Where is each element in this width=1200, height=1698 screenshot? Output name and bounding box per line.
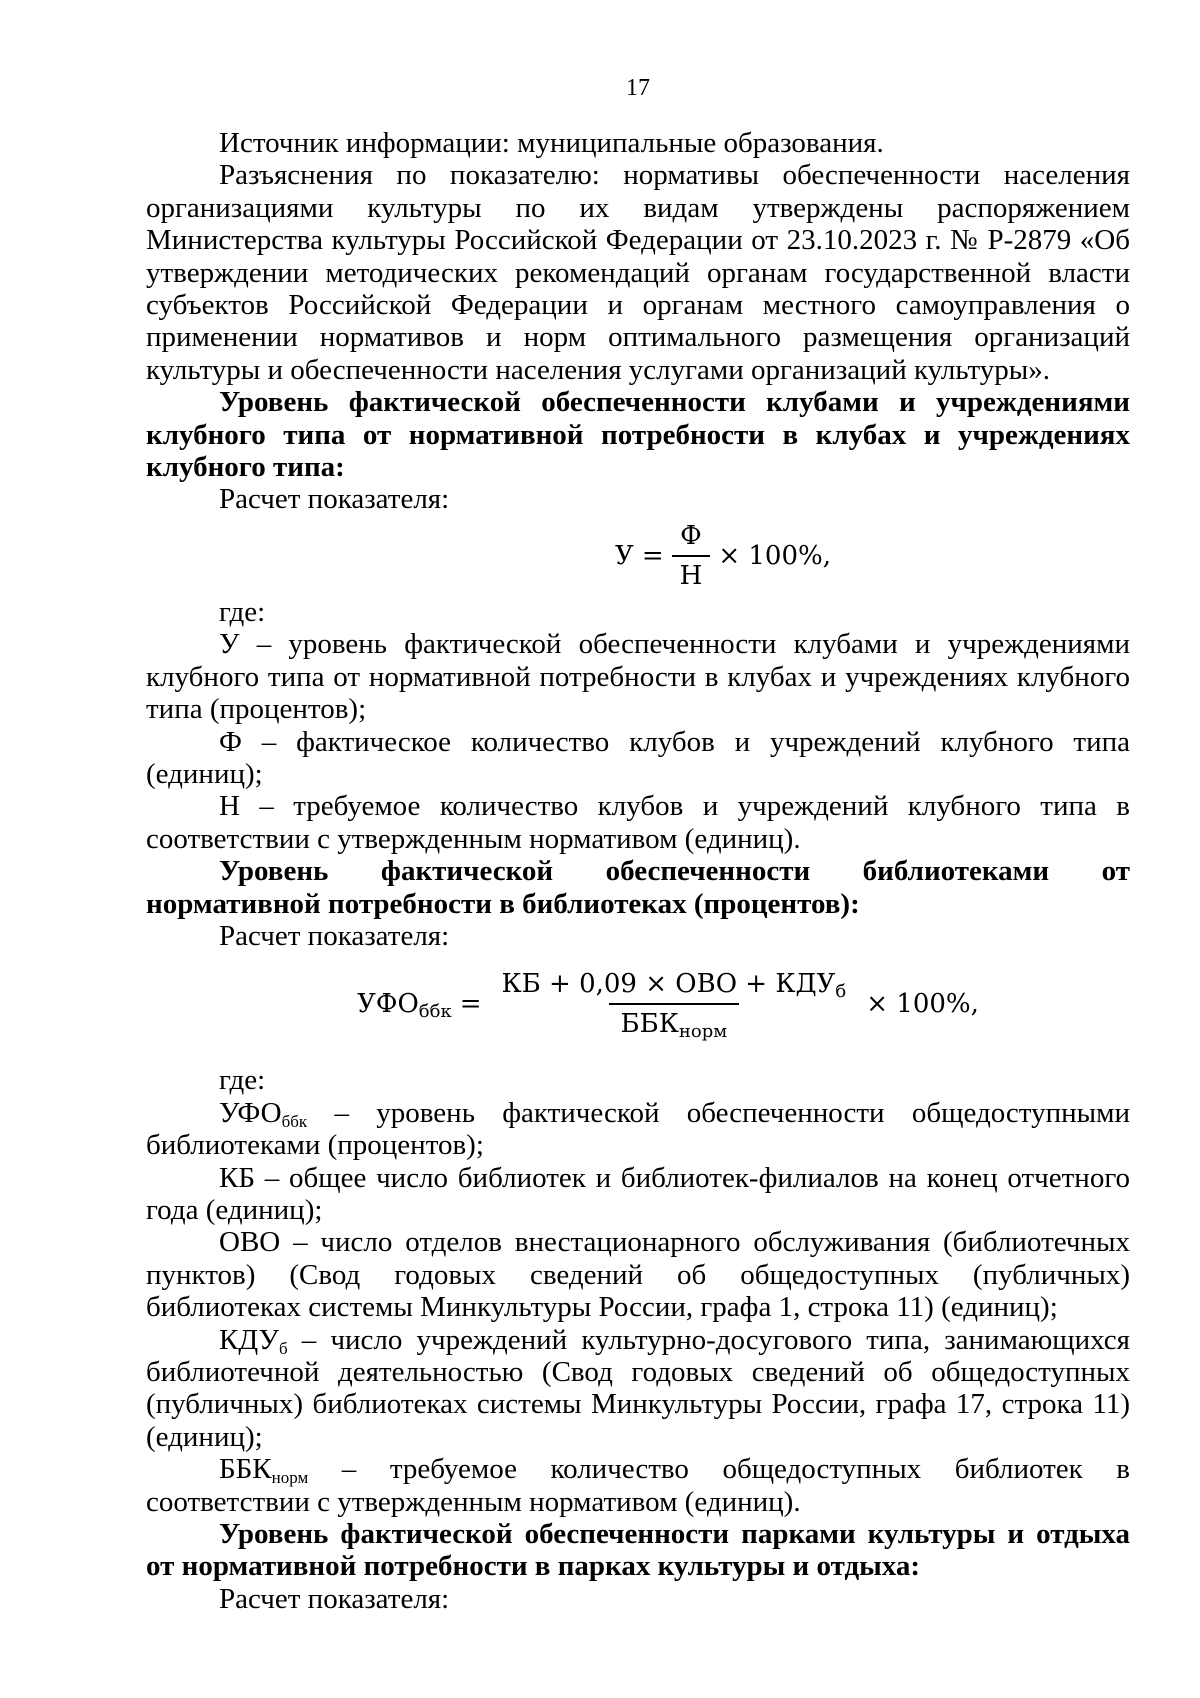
formula-numerator: КБ + 0,09 × ОВО + $КДУ_б$: [501, 969, 847, 1003]
document-body: [146, 127, 1130, 1615]
formula-denominator: Н: [672, 555, 711, 593]
calculation-label: Расчет показателя:: [219, 919, 450, 952]
formula-tail: × 100%,: [718, 540, 831, 571]
formula-denominator: $ББК_{норм}$: [609, 1003, 740, 1041]
page-number: 17: [626, 75, 650, 101]
formula-fraction: [672, 519, 711, 593]
formula-fraction: [490, 967, 859, 1041]
definition-n: Н – требуемое количество клубов и учреждений клубного типа в соответствии с утвержденным нормативом (единиц).: [146, 790, 1130, 855]
calculation-label: Расчет показателя:: [219, 1582, 450, 1615]
definition-kb: КБ – общее число библиотек и библиотек-филиалов на конец отчетного года (единиц);: [146, 1161, 1130, 1226]
calculation-label: Расчет показателя:: [219, 483, 450, 516]
formula-equals: =: [641, 540, 664, 571]
info-source-paragraph: Источник информации: муниципальные образования.: [219, 127, 884, 159]
where-label: где:: [219, 595, 266, 628]
definition-u: У – уровень фактической обеспеченности клубами и учреждениями клубного типа от нормативной потребности в клубах и учреждениях клубного типа (процентов);: [146, 628, 1130, 726]
formula-libraries: [146, 958, 1130, 1050]
formula-tail: × 100%,: [866, 989, 979, 1020]
definition-kdu: $КДУ_б$ – число учреждений культурно-досугового типа, занимающихся библиотечной деятельностью (Свод годовых сведений об общедоступных (публичных) библиотеках системы Минкультуры России, графа 17, строка 11) (единиц);: [146, 1323, 1130, 1453]
explanation-paragraph: Разъяснения по показателю: нормативы обеспеченности населения организациями культуры по их видам утверждены распоряжением Министерства культуры Российской Федерации от 23.10.2023 г. № Р-2879 «Об утверждении методических рекомендаций органам государственной власти субъектов Российской Федерации и органам местного самоуправления о применении нормативов и норм оптимального размещения организаций культуры и обеспеченности населения услугами организаций культуры».: [146, 159, 1130, 386]
definition-ufo: $УФО_{ббк}$ – уровень фактической обеспеченности общедоступными библиотеками (процентов);: [146, 1096, 1130, 1162]
definition-ovo: ОВО – число отделов внестационарного обслуживания (библиотечных пунктов) (Свод годовых сведений об общедоступных (публичных) библиотеках системы Минкультуры России, графа 1, строка 11) (единиц);: [146, 1226, 1130, 1324]
section-heading-clubs: Уровень фактической обеспеченности клубами и учреждениями клубного типа от нормативной потребности в клубах и учреждениях клубного типа:: [146, 386, 1130, 484]
section-heading-libraries: Уровень фактической обеспеченности библиотеками от нормативной потребности в библиотеках (процентов):: [146, 855, 1130, 920]
where-label: где:: [219, 1064, 266, 1097]
formula-equals: =: [459, 989, 482, 1020]
definition-f: Ф – фактическое количество клубов и учреждений клубного типа (единиц);: [146, 725, 1130, 790]
section-heading-parks: Уровень фактической обеспеченности парками культуры и отдыха от нормативной потребности в парках культуры и отдыха:: [146, 1518, 1130, 1583]
definition-bbk: $ББК_{норм}$ – требуемое количество общедоступных библиотек в соответствии с утвержденным нормативом (единиц).: [146, 1453, 1130, 1518]
formula-lhs: $УФО_{ббк}$: [357, 989, 452, 1023]
formula-lhs: У: [615, 540, 634, 571]
formula-clubs: [146, 516, 1130, 596]
formula-numerator: Ф: [680, 520, 702, 551]
